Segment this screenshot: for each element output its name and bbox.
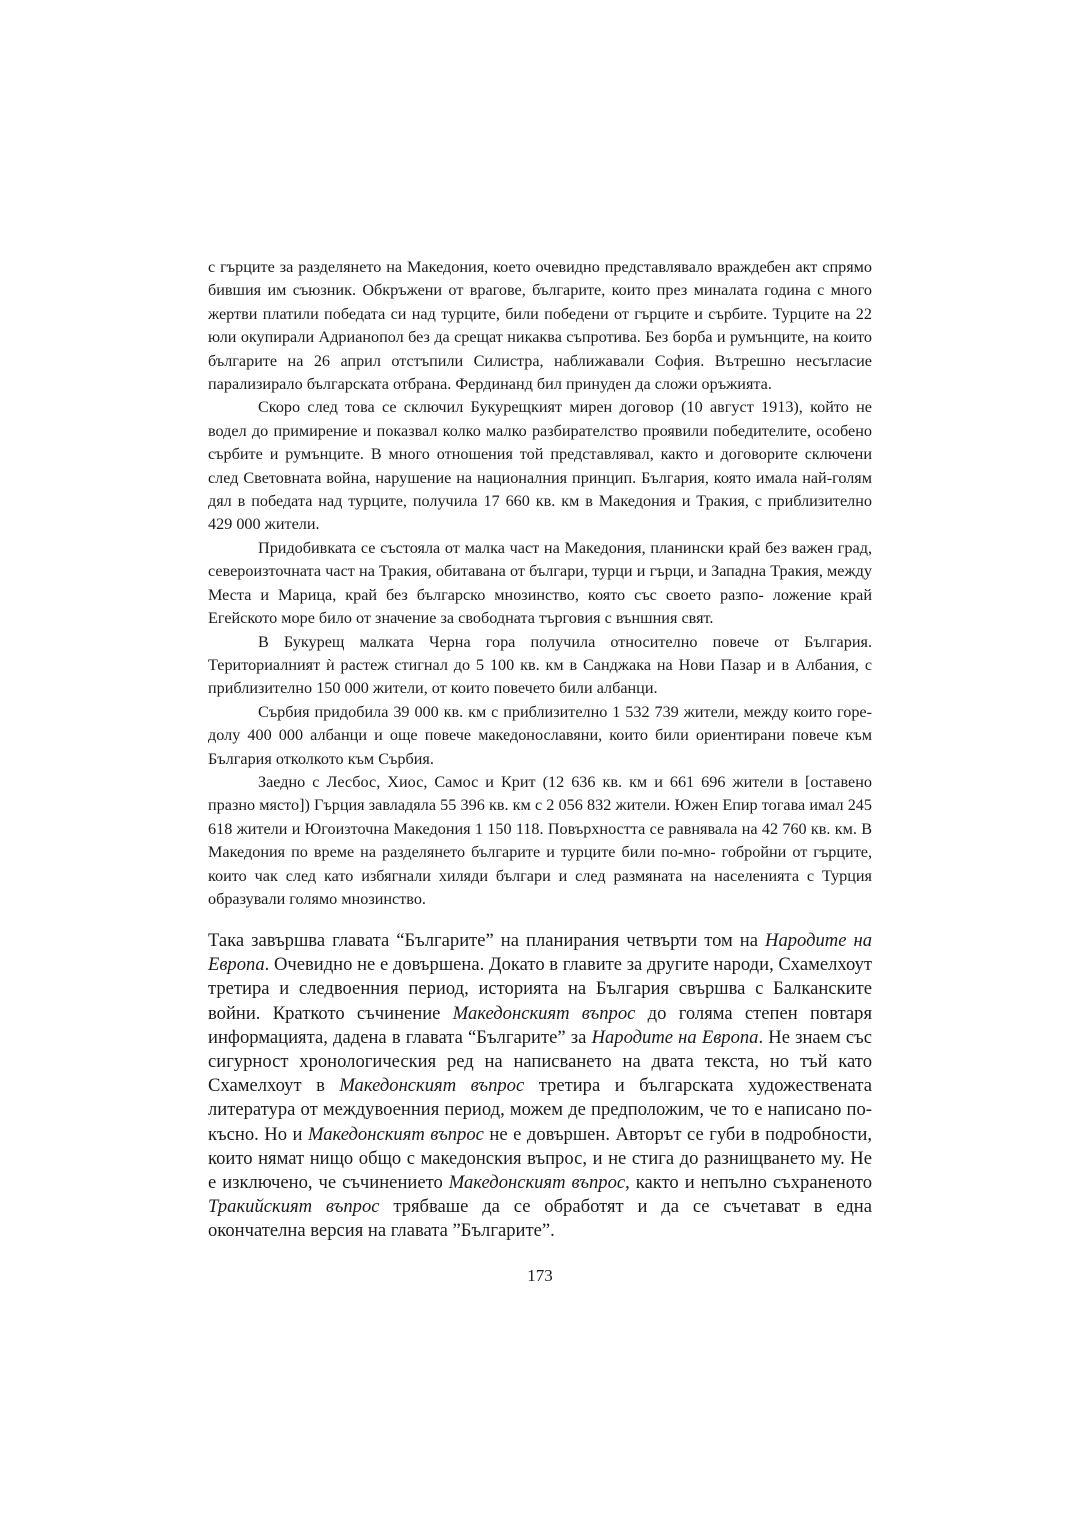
book-title-italic: Македонският въпрос	[339, 1075, 525, 1097]
paragraph-bucharest-treaty: Скоро след това се сключил Букурещкият мирен договор (10 август 1913), който не водел до примирение и показвал колко малко разбирателство проявили победителите, особено сърбите и румънците. В много отношения той представлявал, както и договорите сключени след Световната война, нарушение на националния принцип. България, която имала най-голям дял в победата над турците, получила 17 660 кв. км в Македония и Тракия, с приблизително 429 000 жители.	[208, 398, 872, 534]
afterword-text: Така завършва главата “Българите” на планирания четвърти том на	[208, 930, 766, 951]
book-title-italic: Македонският въпрос	[452, 1002, 636, 1024]
afterword-text: . Очевидно не е довършена. Докато в главите за другите народи, Схамелхоут третира и следвоенния период, историята на България свършва с Балканските войни. Краткото съчинение	[208, 954, 872, 1024]
page-number: 173	[527, 1266, 553, 1285]
book-title-italic: Тракийският въпрос	[208, 1196, 380, 1218]
afterword-paragraph	[208, 929, 872, 1244]
afterword-text: трябваше да се обработят и да се съчетават в една окончателна версия на главата ”Българите”.	[208, 1196, 872, 1242]
afterword-text: не е довършен. Авторът се губи в подробности, които нямат нищо общо с македонския въпрос, и не стига до разнищването му. Не е изключено, че съчинението	[208, 1123, 873, 1194]
paragraph-acquisition: Придобивката се състояла от малка част на Македония, планински край без важен град, североизточната част на Тракия, обитавана от българи, турци и гърци, и Западна Тракия, между Места и Марица, край без българско мнозинство, която със своето разпо- ложение край Егейското море било от значение за свободната търговия с външния свят.	[208, 538, 872, 628]
main-text	[208, 256, 872, 911]
paragraph-greece: Заедно с Лесбос, Хиос, Самос и Крит (12 636 кв. км и 661 696 жители в [оставено празно място]) Гърция завладяла 55 396 кв. км с 2 056 832 жители. Южен Епир тогава имал 245 618 жители и Югоизточна Македония 1 150 118. Повърхността се равнявала на 42 760 кв. км. В Македония по време на разделянето българите и турците били по-мно- гобройни от гърците, които чак след като избягнали хиляди българи и след размяната на населенията с Турция образували голямо мнозинство.	[208, 772, 872, 908]
book-title-italic: Народите на Европа	[208, 930, 872, 976]
book-title-italic: Македонският въпрос	[448, 1172, 626, 1194]
paragraph-serbia: Сърбия придобила 39 000 кв. км с приблизително 1 532 739 жители, между които горе- долу 400 000 албанци и още повече македонославяни, които били ориентирани повече към България отколкото към Сърбия.	[208, 702, 872, 768]
paragraph-montenegro: В Букурещ малката Черна гора получила относително повече от България. Териториалният ѝ растеж стигнал до 5 100 кв. км в Санджака на Нови Пазар и в Албания, с приблизително 150 000 жители, от които повечето били албанци.	[208, 632, 872, 698]
afterword-text: до голяма степен повтаря информацията, дадена в главата “Българите” за	[208, 1002, 872, 1048]
afterword-text: третира и българската художествената литература от междувоенния период, можем де предположим, че то е написано по-късно. Но и	[208, 1075, 872, 1145]
paragraph-continuation: с гърците за разделянето на Македония, което очевидно представлявало враждебен акт спрямо бившия им съюзник. Обкръжени от врагове, българите, които през миналата година с много жертви платили победата си над турците, били победени от гърците и сърбите. Турците на 22 юли окупирали Адрианопол без да срещат никаква съпротива. Без борба и румънците, на които българите на 26 април отстъпили Силистра, наближавали София. Вътрешно несъгласие парализирало българската отбрана. Фердинанд бил принуден да сложи оръжията.	[208, 258, 872, 394]
afterword-text: , както и непълно съхраненото	[625, 1172, 872, 1194]
book-title-italic: Македонският въпрос	[307, 1123, 484, 1145]
afterword-text: . Не знаем със сигурност хронологическия ред на написването на двата текста, но тъй като Схамелхоут в	[208, 1026, 872, 1097]
book-title-italic: Народите на Европа	[591, 1026, 759, 1048]
